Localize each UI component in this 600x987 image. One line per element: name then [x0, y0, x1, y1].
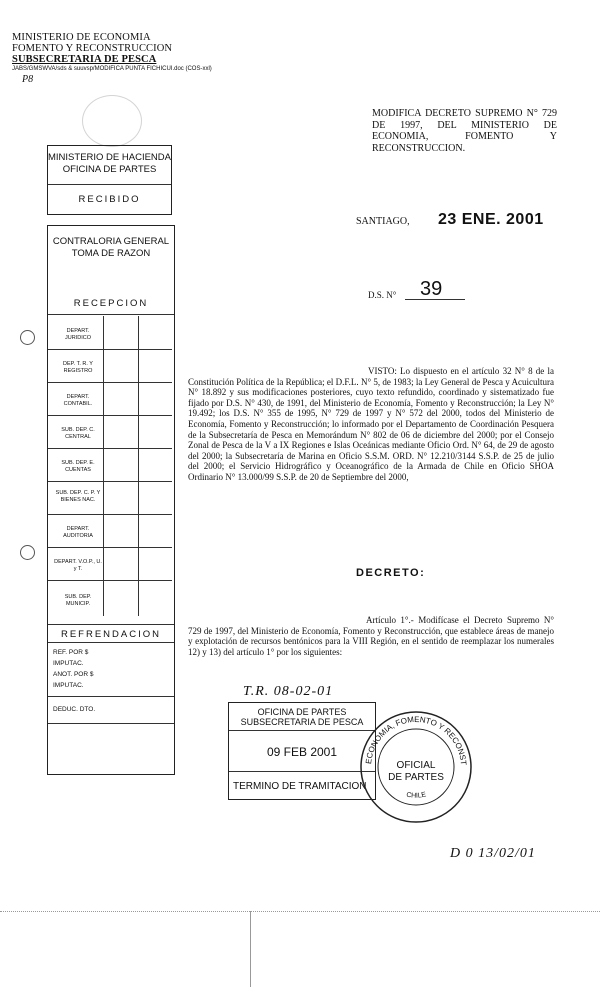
- department-label: DEP. T. R. Y REGISTRO: [63, 361, 93, 374]
- svg-text:CHILE: [406, 791, 428, 800]
- scan-fold-line: [250, 911, 251, 987]
- hacienda-divider: [48, 184, 171, 185]
- department-row: [48, 415, 172, 448]
- punch-hole: [20, 330, 35, 345]
- contraloria-line2: TOMA DE RAZON: [71, 248, 151, 259]
- date-value: 23 ENE. 2001: [438, 211, 544, 228]
- contraloria-status: RECEPCION: [73, 298, 149, 309]
- contraloria-line1: CONTRALORIA GENERAL: [52, 236, 170, 247]
- ministry-name: MINISTERIO DE ECONOMIA: [12, 32, 151, 43]
- faded-stamp: [82, 95, 142, 147]
- ds-label: D.S. N°: [368, 290, 397, 300]
- department-label: SUB. DEP. E. CUENTAS: [61, 460, 95, 473]
- bottom-handwritten-note: D 0 13/02/01: [450, 846, 536, 861]
- oficina-footer: TERMINO DE TRAMITACION: [233, 781, 367, 792]
- punch-hole: [20, 545, 35, 560]
- refrendacion-row: IMPUTAC.: [53, 682, 84, 689]
- official-seal: [357, 708, 475, 826]
- department-row: [48, 580, 172, 616]
- refrendacion-divider: [48, 696, 174, 697]
- subsecretaria-name: SUBSECRETARIA DE PESCA: [12, 54, 157, 65]
- refrendacion-divider: [48, 642, 174, 643]
- department-row: [48, 382, 172, 415]
- department-label: SUB. DEP. C. CENTRAL: [61, 427, 95, 440]
- departments-grid: [48, 316, 174, 616]
- scan-edge-line: [0, 911, 600, 912]
- department-row: [48, 448, 172, 481]
- oficina-partes-stamp: [228, 702, 376, 800]
- hacienda-line1: MINISTERIO DE HACIENDA: [48, 152, 171, 163]
- date-place: SANTIAGO,: [356, 216, 410, 227]
- oficina-divider: [229, 771, 375, 772]
- seal-ring-text: ECONOMIA, FOMENTO Y RECONST: [364, 714, 469, 766]
- department-label: SUB. DEP. C. P. Y BIENES NAC.: [55, 490, 101, 503]
- refrendacion-row: DEDUC. DTO.: [53, 706, 96, 713]
- document-subject: MODIFICA DECRETO SUPREMO N° 729 DE 1997, DEL MINISTERIO DE ECONOMIA, FOMENTO Y RECONSTRUCCION.: [372, 108, 557, 154]
- decreto-title: DECRETO:: [356, 567, 426, 579]
- seal-center-1: OFICIAL: [396, 760, 436, 771]
- department-row: [48, 316, 172, 349]
- hacienda-line2: OFICINA DE PARTES: [62, 164, 157, 175]
- contraloria-divider: [48, 314, 174, 315]
- contraloria-stamp: [47, 225, 175, 775]
- visto-paragraph: VISTO: Lo dispuesto en el artículo 32 N° 8 de la Constitución Política de la República; el D.F.L. N° 5, de 1983; la Ley General de Pesca y Acuicultura N° 18.892 y sus modificaciones posteriores, cuyo texto refundido, coordinado y sistematizado fue fijado por D.S. N° 430, de 1991, del Ministerio de Economía, Fomento y Reconstrucción; la Ley N° 19.492; los D.S. N° 355 de 1995, N° 729 de 1997 y N° 572 del 2000, todos del Ministerio de Economía, Fomento y Reconstrucción; lo informado por el Departamento de Coordinación Pesquera de la Subsecretaría de Pesca en Memorándum N° 802 de 06 de diciembre del 2000; por el Consejo Zonal de Pesca de la V a IX Regiones e Islas Oceánicas mediante Oficio Ord. N° 64, de 29 de agosto del 2000; la Subsecretaría de Marina en Oficio S.S.M. ORD. N° 12.210/3144 S.S.P. de 25 de julio del 2000; el Servicio Hidrográfico y Oceanográfico de la Armada de Chile en Oficio SHOA Ordinario N° 13.000/99 S.S.P. de 20 de Septiembre del 2000,: [188, 366, 554, 482]
- ds-number: 39: [420, 278, 443, 300]
- department-row: [48, 514, 172, 547]
- department-row: [48, 349, 172, 382]
- oficina-line1: OFICINA DE PARTES: [257, 707, 347, 717]
- refrendacion-row: ANOT. POR $: [53, 671, 94, 678]
- department-label: DEPART. V.O.P., U. y T.: [54, 559, 102, 572]
- oficina-divider: [229, 730, 375, 731]
- refrendacion-divider: [48, 723, 174, 724]
- department-row: [48, 547, 172, 580]
- department-label: DEPART. JURIDICO: [65, 328, 91, 341]
- department-label: DEPART. CONTABIL.: [63, 394, 93, 407]
- hacienda-status: RECIBIDO: [78, 194, 141, 205]
- oficina-date: 09 FEB 2001: [266, 745, 338, 759]
- handwritten-reference: T.R. 08-02-01: [243, 684, 334, 699]
- initials: P8: [22, 74, 34, 85]
- refrendacion-row: IMPUTAC.: [53, 660, 84, 667]
- refrendacion-title: REFRENDACION: [60, 629, 161, 640]
- refrendacion-divider: [48, 624, 174, 625]
- department-label: DEPART. AUDITORIA: [63, 526, 93, 539]
- ministry-name-2: FOMENTO Y RECONSTRUCCION: [12, 43, 173, 54]
- file-reference: JABS/GMSWVA/sds & suuvsp/MODIFICA PUNTA FICHICUI.doc (COS-xxl): [12, 66, 212, 72]
- department-label: SUB. DEP. MUNICIP.: [64, 594, 92, 607]
- oficina-line2: SUBSECRETARIA DE PESCA: [240, 717, 364, 727]
- seal-graphic: [357, 708, 475, 826]
- svg-text:ECONOMIA, FOMENTO Y RECONSTRUC: [357, 708, 468, 766]
- hacienda-stamp: [47, 145, 172, 215]
- seal-center-2: DE PARTES: [388, 772, 444, 783]
- article-1: Artículo 1°.- Modifícase el Decreto Supremo N° 729 de 1997, del Ministerio de Economía, Fomento y Reconstrucción, que establece áreas de manejo y explotación de recursos bentónicos para la VIII Región, en el sentido de reemplazar los numerales 12) y 13) del artículo 1° por los siguientes:: [188, 615, 554, 657]
- refrendacion-row: REF. POR $: [53, 649, 89, 656]
- seal-bottom-text: CHILE: [405, 791, 427, 800]
- department-row: [48, 481, 172, 514]
